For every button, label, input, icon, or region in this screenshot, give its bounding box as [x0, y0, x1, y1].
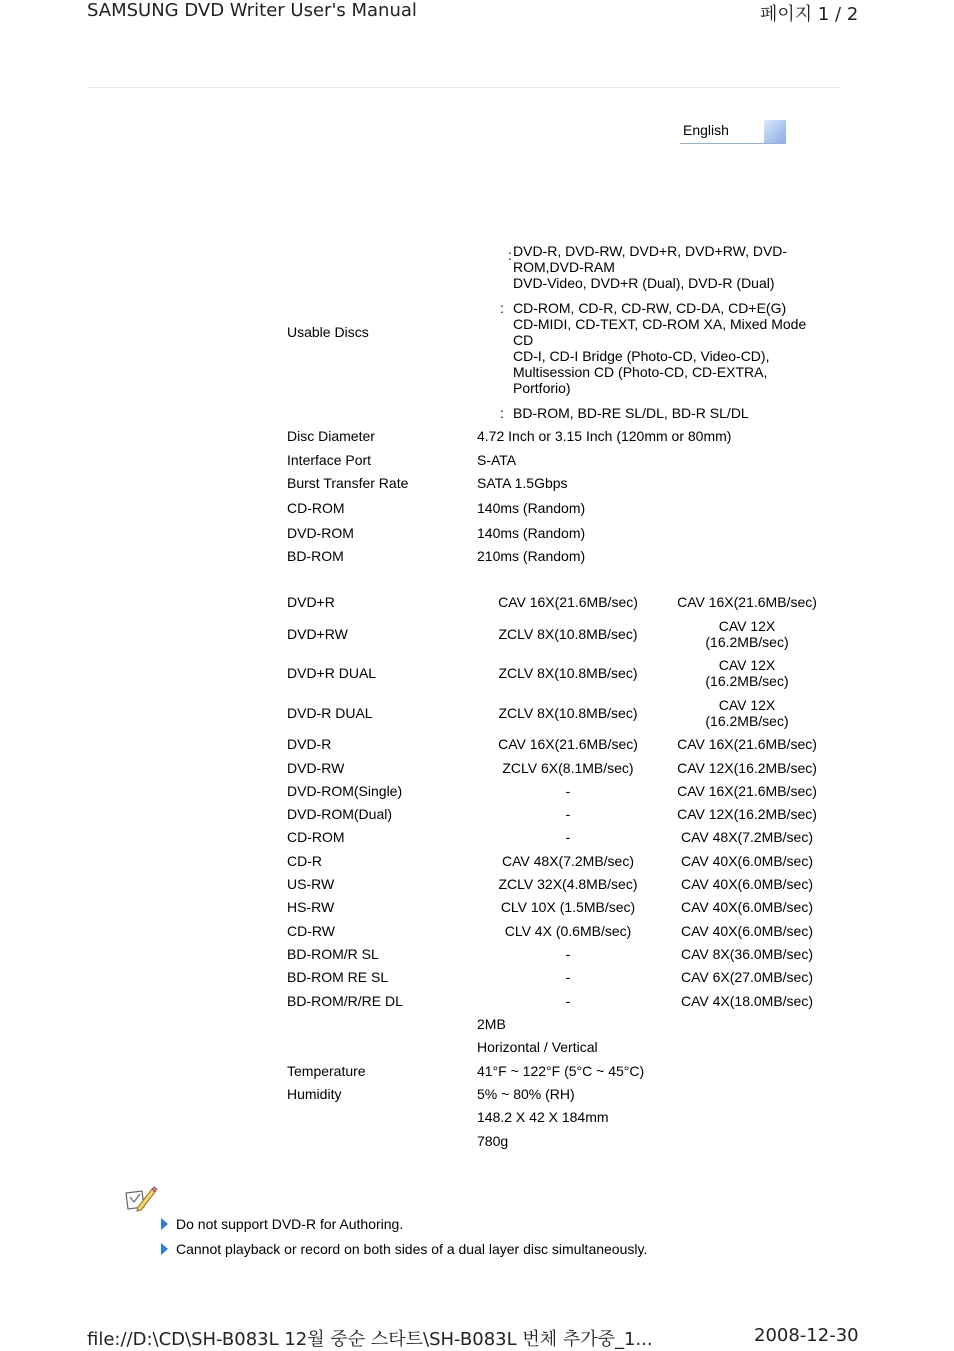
speed-row-label: DVD+RW — [287, 626, 348, 642]
write-speed: ZCLV 6X(8.1MB/sec) — [502, 760, 634, 776]
disc-type-line: ROM,DVD-RAM — [513, 259, 615, 275]
speed-row-label: BD-ROM RE SL — [287, 969, 389, 985]
disc-type-line: CD — [513, 332, 534, 348]
write-speed: ZCLV 32X(4.8MB/sec) — [498, 876, 638, 892]
disc-type-line: DVD-R, DVD-RW, DVD+R, DVD+RW, DVD- — [513, 243, 788, 259]
speed-row-label: CD-RW — [287, 923, 335, 939]
write-speed: - — [565, 806, 571, 822]
spec-value: 140ms (Random) — [477, 525, 586, 541]
file-path: file://D:\CD\SH-B083L 12월 중순 스타트\SH-B083L 번체 추가중_1... — [87, 1329, 653, 1350]
write-speed: - — [565, 829, 571, 845]
read-speed: (16.2MB/sec) — [705, 713, 789, 729]
read-speed: CAV 16X(21.6MB/sec) — [677, 594, 817, 610]
note-text: Do not support DVD-R for Authoring. — [176, 1216, 404, 1232]
read-speed: CAV 12X(16.2MB/sec) — [677, 760, 817, 776]
note-pencil-icon — [124, 1185, 158, 1213]
spec-label: BD-ROM — [287, 548, 344, 564]
note-bullet-icon — [161, 1243, 168, 1255]
spec-value: 148.2 X 42 X 184mm — [477, 1109, 609, 1125]
note-bullet-icon — [161, 1218, 168, 1230]
speed-row-label: DVD-R — [287, 736, 332, 752]
speed-row-label: BD-ROM/R SL — [287, 946, 379, 962]
write-speed: ZCLV 8X(10.8MB/sec) — [498, 665, 638, 681]
write-speed: CAV 16X(21.6MB/sec) — [498, 594, 638, 610]
speed-row-label: BD-ROM/R/RE DL — [287, 993, 403, 1009]
spec-label: Burst Transfer Rate — [287, 475, 409, 491]
spec-value: 5% ~ 80% (RH) — [477, 1086, 575, 1102]
speed-row-label: DVD+R — [287, 594, 335, 610]
read-speed: CAV 16X(21.6MB/sec) — [677, 783, 817, 799]
spec-label: Interface Port — [287, 452, 372, 468]
separator-colon: : — [500, 405, 504, 421]
read-speed: (16.2MB/sec) — [705, 634, 789, 650]
read-speed: CAV 40X(6.0MB/sec) — [680, 923, 813, 939]
separator-colon: : — [500, 300, 504, 316]
spec-value: 780g — [477, 1133, 509, 1149]
usable-discs-label: Usable Discs — [287, 324, 369, 340]
read-speed: (16.2MB/sec) — [705, 673, 789, 689]
read-speed: CAV 40X(6.0MB/sec) — [680, 853, 813, 869]
disc-type-line: DVD-Video, DVD+R (Dual), DVD-R (Dual) — [513, 275, 775, 291]
write-speed: - — [565, 969, 571, 985]
write-speed: CAV 48X(7.2MB/sec) — [501, 853, 634, 869]
spec-value: 4.72 Inch or 3.15 Inch (120mm or 80mm) — [477, 428, 732, 444]
speed-row-label: DVD-R DUAL — [287, 705, 373, 721]
read-speed: CAV 40X(6.0MB/sec) — [680, 876, 813, 892]
write-speed: - — [565, 946, 571, 962]
language-selector[interactable] — [680, 120, 786, 144]
speed-row-label: CD-ROM — [287, 829, 345, 845]
read-speed: CAV 12X — [718, 697, 776, 713]
print-date: 2008-12-30 — [754, 1325, 859, 1346]
spec-label: Disc Diameter — [287, 428, 375, 444]
speed-row-label: DVD+R DUAL — [287, 665, 377, 681]
spec-label: CD-ROM — [287, 500, 345, 516]
disc-type-line: CD-ROM, CD-R, CD-RW, CD-DA, CD+E(G) — [513, 300, 787, 316]
speed-row-label: DVD-RW — [287, 760, 345, 776]
dropdown-button-icon[interactable] — [764, 120, 786, 143]
page-number: 페이지 1 / 2 — [760, 4, 859, 25]
spec-value: Horizontal / Vertical — [477, 1039, 598, 1055]
speed-row-label: US-RW — [287, 876, 335, 892]
write-speed: ZCLV 8X(10.8MB/sec) — [498, 626, 638, 642]
read-speed: CAV 4X(18.0MB/sec) — [680, 993, 813, 1009]
read-speed: CAV 6X(27.0MB/sec) — [680, 969, 813, 985]
write-speed: - — [565, 783, 571, 799]
write-speed: CLV 10X (1.5MB/sec) — [500, 899, 636, 915]
spec-label: Humidity — [287, 1086, 342, 1102]
speed-row-label: CD-R — [287, 853, 322, 869]
read-speed: CAV 40X(6.0MB/sec) — [680, 899, 813, 915]
note-text: Cannot playback or record on both sides of a dual layer disc simultaneously. — [176, 1241, 648, 1257]
document-title: SAMSUNG DVD Writer User's Manual — [87, 0, 417, 21]
spec-label: DVD-ROM — [287, 525, 354, 541]
header-divider — [88, 87, 840, 88]
disc-type-line: CD-I, CD-I Bridge (Photo-CD, Video-CD), — [513, 348, 770, 364]
spec-label: Temperature — [287, 1063, 366, 1079]
write-speed: - — [565, 993, 571, 1009]
spec-value: SATA 1.5Gbps — [477, 475, 568, 491]
read-speed: CAV 12X — [718, 657, 776, 673]
read-speed: CAV 48X(7.2MB/sec) — [680, 829, 813, 845]
disc-type-line: BD-ROM, BD-RE SL/DL, BD-R SL/DL — [513, 405, 749, 421]
read-speed: CAV 8X(36.0MB/sec) — [680, 946, 813, 962]
spec-value: 41°F ~ 122°F (5°C ~ 45°C) — [477, 1063, 645, 1079]
write-speed: CAV 16X(21.6MB/sec) — [498, 736, 638, 752]
read-speed: CAV 16X(21.6MB/sec) — [677, 736, 817, 752]
spec-value: S-ATA — [477, 452, 517, 468]
speed-row-label: HS-RW — [287, 899, 335, 915]
read-speed: CAV 12X — [718, 618, 776, 634]
spec-value: 140ms (Random) — [477, 500, 586, 516]
separator-colon: : — [508, 247, 512, 263]
write-speed: ZCLV 8X(10.8MB/sec) — [498, 705, 638, 721]
spec-value: 210ms (Random) — [477, 548, 586, 564]
disc-type-line: Portforio) — [513, 380, 571, 396]
speed-row-label: DVD-ROM(Dual) — [287, 806, 392, 822]
write-speed: CLV 4X (0.6MB/sec) — [504, 923, 632, 939]
read-speed: CAV 12X(16.2MB/sec) — [677, 806, 817, 822]
language-label: English — [683, 122, 729, 138]
disc-type-line: CD-MIDI, CD-TEXT, CD-ROM XA, Mixed Mode — [513, 316, 807, 332]
disc-type-line: Multisession CD (Photo-CD, CD-EXTRA, — [513, 364, 768, 380]
spec-value: 2MB — [477, 1016, 506, 1032]
speed-row-label: DVD-ROM(Single) — [287, 783, 403, 799]
